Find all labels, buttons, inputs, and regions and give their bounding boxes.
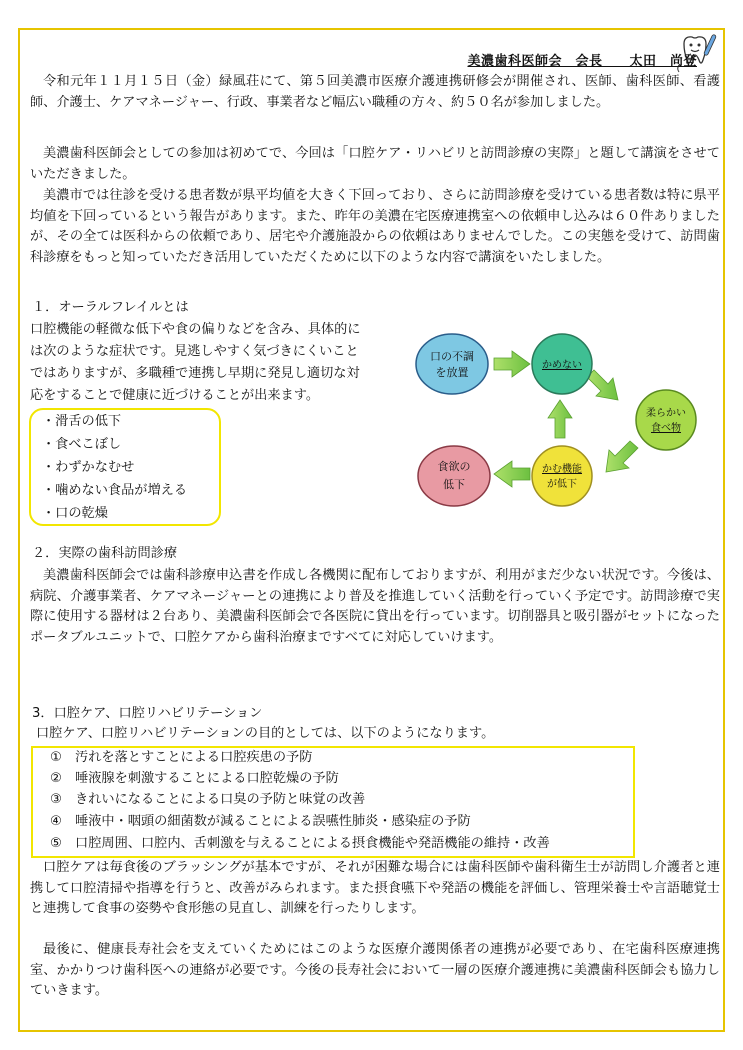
section3-body: 口腔ケアは毎食後のブラッシングが基本ですが、それが困難な場合には歯科医師や歯科衛生士が訪問し介護者と連携して口腔清掃や指導を行うと、改善がみられます。また摂食嚥下や発語の機能を評価し、管理栄養士や言語聴覚士と連携して食事の姿勢や食形態の見直し、訓練を行ったりします。 xyxy=(30,860,720,916)
arrow-down-right-icon xyxy=(587,370,618,400)
section1-line-3: ではありますが、多職種で連携し早期に発見し適切な対 xyxy=(30,366,360,381)
section2-title: ２．実際の歯科訪問診療 xyxy=(32,546,178,561)
section3-title: 3．口腔ケア、口腔リハビリテーション xyxy=(32,706,263,721)
symptom-item: ・滑舌の低下 xyxy=(42,414,122,429)
section1-line-4: 応をすることで健康に近づけることが出来ます。 xyxy=(30,388,320,403)
node-soft-food xyxy=(636,390,696,450)
node-appetite-loss-line-2: 低下 xyxy=(443,478,465,491)
intro-paragraph-3: 美濃市では往診を受ける患者数が県平均値を大きく下回っており、さらに訪問診療を受けている患者数は特に県平均値を下回っているという報告があります。また、昨年の美濃在宅医療連携室への依頼申し込みは６０件ありましたが、その全ては医科からの依頼であり、居宅や介護施設からの依頼はありませんでした。この実態を受けて、訪問歯科診療をもっと知っていただき活用していただくために以下のような内容で講演をいたしました。 xyxy=(30,188,720,265)
node-appetite-loss-line-1: 食欲の xyxy=(437,460,471,473)
section1-line-1: 口腔機能の軽微な低下や食の偏りなどを含み、具体的に xyxy=(30,322,361,337)
symptom-item: ・噛めない食品が増える xyxy=(42,483,188,498)
node-soft-food-line-2: 食べ物 xyxy=(651,423,681,434)
arrow-down-left-icon xyxy=(606,441,638,472)
node-mouth-problem-line-2: を放置 xyxy=(435,366,469,379)
author-heading: 美濃歯科医師会 会長 太田 尚登 xyxy=(467,54,697,69)
symptom-item: ・食べこぼし xyxy=(42,437,122,452)
node-chewing-decline-line-2: が低下 xyxy=(547,479,577,490)
purpose-item: ④ 唾液中・咽頭の細菌数が減ることによる誤嚥性肺炎・感染症の予防 xyxy=(50,814,471,829)
section3-lead: 口腔ケア、口腔リハビリテーションの目的としては、以下のようになります。 xyxy=(36,726,495,741)
intro-paragraph-2: 美濃歯科医師会としての参加は初めてで、今回は「口腔ケア・リハビリと訪問診療の実際」と題して講演をさせていただきました。 xyxy=(30,146,720,182)
purpose-item: ⑤ 口腔周囲、口腔内、舌刺激を与えることによる摂食機能や発語機能の維持・改善 xyxy=(50,836,550,851)
intro-paragraph-1: 令和元年１１月１５日（金）緑風荘にて、第５回美濃市医療介護連携研修会が開催され、医師、歯科医師、看護師、介護士、ケアマネージャー、行政、事業者など幅広い職種の方々、約５０名が参加しました。 xyxy=(30,74,720,110)
node-chewing-decline xyxy=(532,446,592,506)
arrow-right-icon xyxy=(494,351,530,377)
node-appetite-loss xyxy=(418,446,490,506)
purpose-item: ① 汚れを落とすことによる口腔疾患の予防 xyxy=(50,750,313,765)
node-chewing-decline-line-1: かむ機能 xyxy=(542,464,582,475)
section1-title: １．オーラルフレイルとは xyxy=(32,300,189,315)
symptom-item: ・口の乾燥 xyxy=(42,506,108,521)
purpose-item: ② 唾液腺を刺激することによる口腔乾燥の予防 xyxy=(50,771,339,786)
section1-line-2: は次のような症状です。見逃しやすく気づきにくいこと xyxy=(30,344,359,359)
node-mouth-problem xyxy=(416,334,488,394)
oral-frailty-cycle-diagram xyxy=(410,320,710,520)
symptom-item: ・わずかなむせ xyxy=(42,460,135,475)
arrow-left-icon xyxy=(494,461,530,487)
node-cannot-chew-label: かめない xyxy=(542,360,582,371)
node-soft-food-line-1: 柔らかい xyxy=(646,408,686,419)
closing-paragraph: 最後に、健康長寿社会を支えていくためにはこのような医療介護関係者の連携が必要であり、在宅歯科医療連携室、かかりつけ歯科医への連絡が必要です。今後の長寿社会において一層の医療介護連携に美濃歯科医師会も協力していきます。 xyxy=(30,942,720,998)
arrow-up-icon xyxy=(548,400,572,438)
node-mouth-problem-line-1: 口の不調 xyxy=(430,350,474,363)
section2-body: 美濃歯科医師会では歯科診療申込書を作成し各機関に配布しておりますが、利用がまだ少ない状況です。今後は、病院、介護事業者、ケアマネージャーとの連携により普及を推進していく活動を行っていく予定です。訪問診療で実際に使用する器材は２台あり、美濃歯科医師会で各医院に貸出を行っています。切削器具と吸引器がセットになったポータブルユニットで、口腔ケアから歯科治療まですべてに対応していけます。 xyxy=(30,568,720,645)
purpose-item: ③ きれいになることによる口臭の予防と味覚の改善 xyxy=(50,792,366,807)
